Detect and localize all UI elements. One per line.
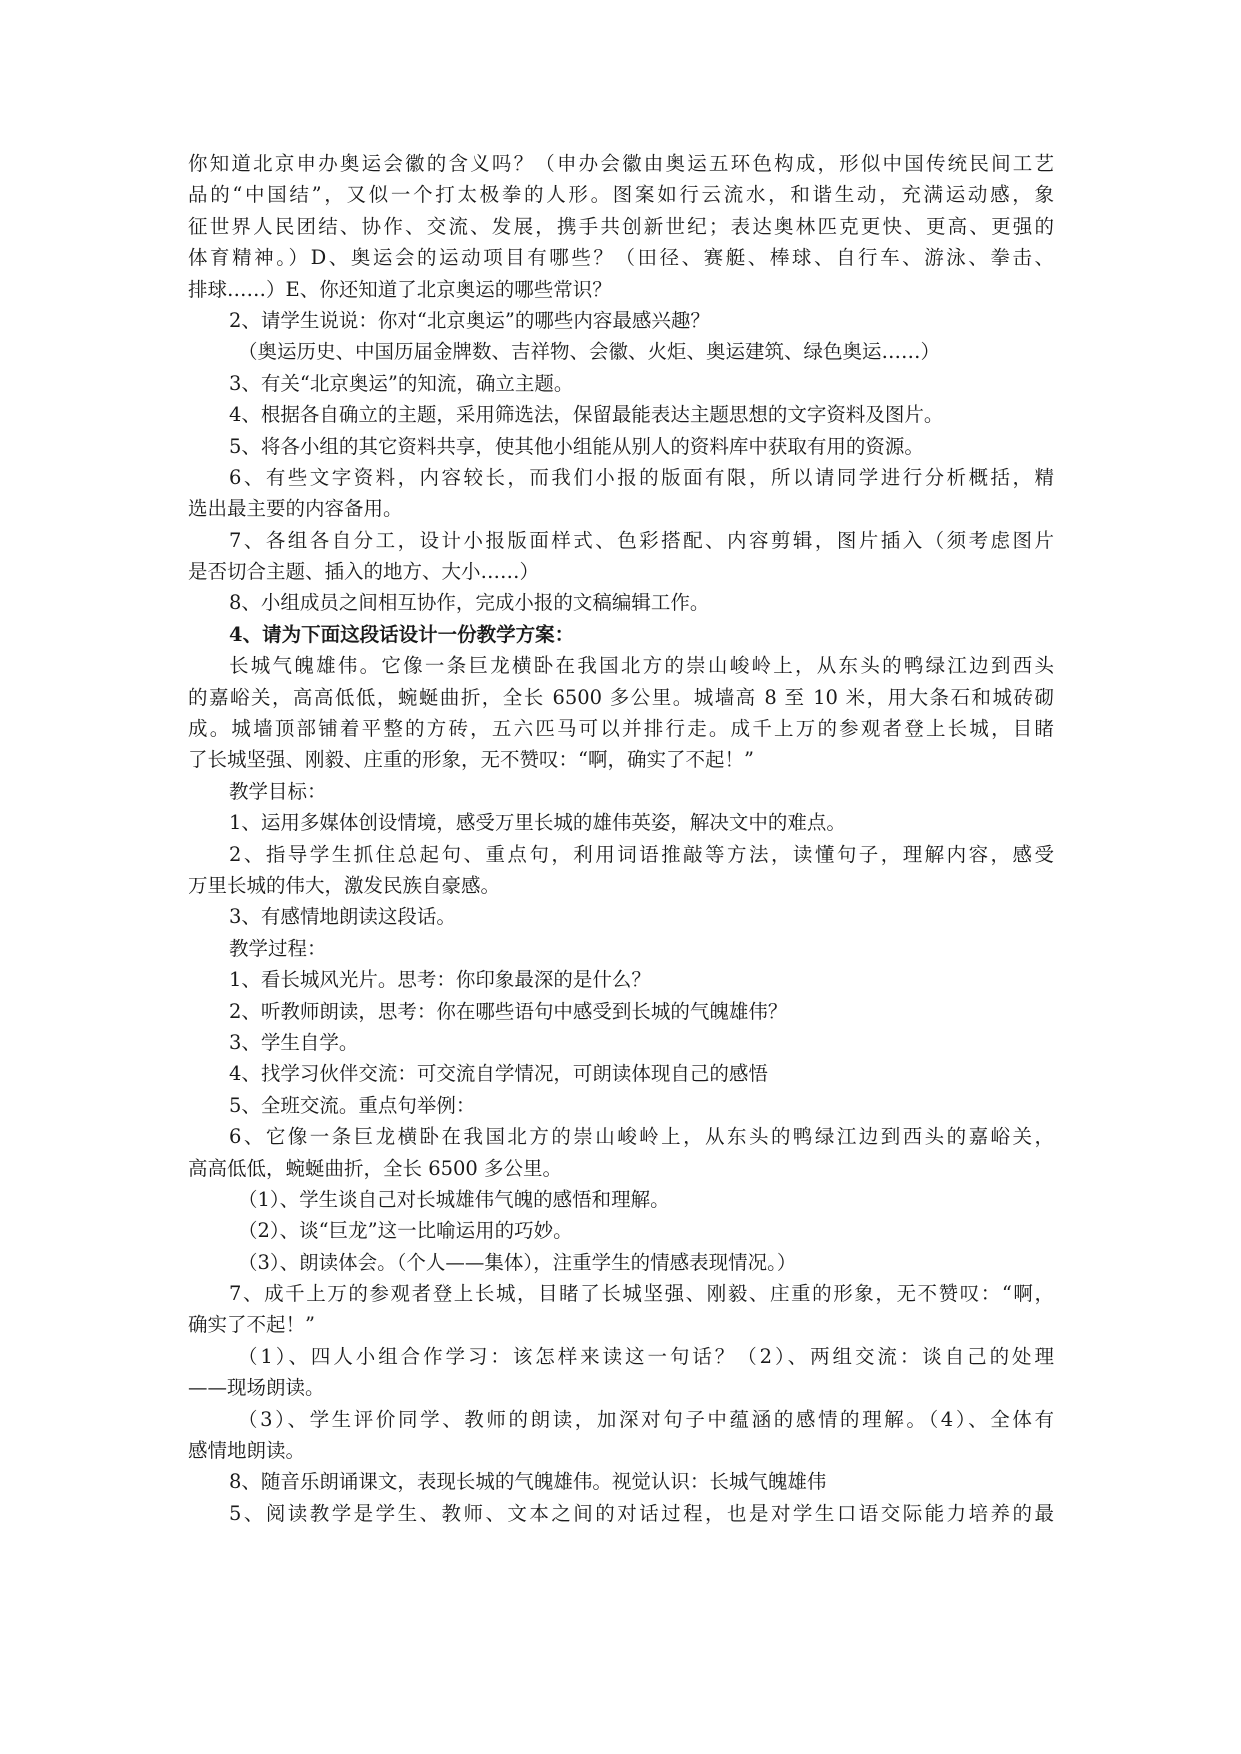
text-line: （1）、四人小组合作学习：该怎样来读这一句话？（2）、两组交流：谈自己的处理 xyxy=(238,1344,1054,1368)
text-line: 2、听教师朗读，思考：你在哪些语句中感受到长城的气魄雄伟？ xyxy=(229,999,788,1023)
text-line: 7、各组各自分工，设计小报版面样式、色彩搭配、内容剪辑，图片插入（须考虑图片 xyxy=(229,528,1054,552)
text-line: 5、全班交流。重点句举例： xyxy=(229,1093,476,1117)
text-line: 5、将各小组的其它资料共享，使其他小组能从别人的资料库中获取有用的资源。 xyxy=(229,434,924,458)
text-line: 1、看长城风光片。思考：你印象最深的是什么？ xyxy=(229,968,651,992)
text-line: 7、成千上万的参观者登上长城，目睹了长城坚强、刚毅、庄重的形象，无不赞叹：“啊， xyxy=(229,1282,1054,1306)
text-line: 高高低低，蜿蜒曲折，全长 6500 多公里。 xyxy=(188,1156,563,1180)
text-line: 排球……）E、你还知道了北京奥运的哪些常识？ xyxy=(188,277,612,301)
text-line: 征世界人民团结、协作、交流、发展，携手共创新世纪；表达奥林匹克更快、更高、更强的 xyxy=(188,214,1054,238)
text-line: 1、运用多媒体创设情境，感受万里长城的雄伟英姿，解决文中的难点。 xyxy=(229,811,846,835)
text-line: 长城气魄雄伟。它像一条巨龙横卧在我国北方的崇山峻岭上，从东头的鸭绿江边到西头 xyxy=(229,654,1054,678)
text-line: 感情地朗读。 xyxy=(188,1439,306,1463)
text-line: 教学过程： xyxy=(229,936,327,960)
text-line: 3、有感情地朗读这段话。 xyxy=(229,905,456,929)
text-line: 3、学生自学。 xyxy=(229,1030,359,1054)
text-line: 6、它像一条巨龙横卧在我国北方的崇山峻岭上，从东头的鸭绿江边到西头的嘉峪关， xyxy=(229,1125,1054,1149)
text-line: 品的“中国结”，又似一个打太极拳的人形。图案如行云流水，和谐生动，充满运动感，象 xyxy=(188,183,1054,207)
text-line: （奥运历史、中国历届金牌数、吉祥物、会徽、火炬、奥运建筑、绿色奥运……） xyxy=(238,340,941,364)
text-line: 8、随音乐朗诵课文，表现长城的气魄雄伟。视觉认识：长城气魄雄伟 xyxy=(229,1470,827,1494)
text-line: （3）、朗读体会。（个人——集体），注重学生的情感表现情况。） xyxy=(238,1250,797,1274)
text-line: 4、找学习伙伴交流：可交流自学情况，可朗读体现自己的感悟 xyxy=(229,1062,768,1086)
text-line: 确实了不起！” xyxy=(188,1313,315,1337)
text-line: 8、小组成员之间相互协作，完成小报的文稿编辑工作。 xyxy=(229,591,710,615)
text-line: 4、根据各自确立的主题，采用筛选法，保留最能表达主题思想的文字资料及图片。 xyxy=(229,403,944,427)
text-line: 是否切合主题、插入的地方、大小……） xyxy=(188,560,540,584)
text-line: 2、请学生说说：你对“北京奥运”的哪些内容最感兴趣？ xyxy=(229,308,710,332)
text-line: 4、请为下面这段话设计一份教学方案： xyxy=(229,622,575,646)
text-line: 的嘉峪关，高高低低，蜿蜒曲折，全长 6500 多公里。城墙高 8 至 10 米，用大条石和城砖砌 xyxy=(188,685,1054,709)
text-line: 教学目标： xyxy=(229,779,327,803)
document-page xyxy=(188,148,1054,1529)
text-line: （3）、学生评价同学、教师的朗读，加深对句子中蕴涵的感情的理解。（4）、全体有 xyxy=(238,1407,1054,1431)
text-line: 2、指导学生抓住总起句、重点句，利用词语推敲等方法，读懂句子，理解内容，感受 xyxy=(229,842,1054,866)
text-line: ——现场朗读。 xyxy=(188,1376,325,1400)
text-line: 体育精神。）D、奥运会的运动项目有哪些？（田径、赛艇、棒球、自行车、游泳、拳击、 xyxy=(188,246,1054,270)
text-line: 你知道北京申办奥运会徽的含义吗？（申办会徽由奥运五环色构成，形似中国传统民间工艺 xyxy=(188,152,1054,175)
text-line: 6、有些文字资料，内容较长，而我们小报的版面有限，所以请同学进行分析概括，精 xyxy=(229,465,1054,489)
text-line: 选出最主要的内容备用。 xyxy=(188,497,403,521)
text-line: 5、阅读教学是学生、教师、文本之间的对话过程，也是对学生口语交际能力培养的最 xyxy=(229,1501,1054,1525)
text-line: 3、有关“北京奥运”的知流，确立主题。 xyxy=(229,371,574,395)
text-line: （1）、学生谈自己对长城雄伟气魄的感悟和理解。 xyxy=(238,1187,670,1211)
text-line: 了长城坚强、刚毅、庄重的形象，无不赞叹：“啊，确实了不起！” xyxy=(188,748,754,772)
text-line: 万里长城的伟大，激发民族自豪感。 xyxy=(188,873,501,897)
text-line: 成。城墙顶部铺着平整的方砖，五六匹马可以并排行走。成千上万的参观者登上长城，目睹 xyxy=(188,717,1054,741)
text-line: （2）、谈“巨龙”这一比喻运用的巧妙。 xyxy=(238,1219,573,1243)
